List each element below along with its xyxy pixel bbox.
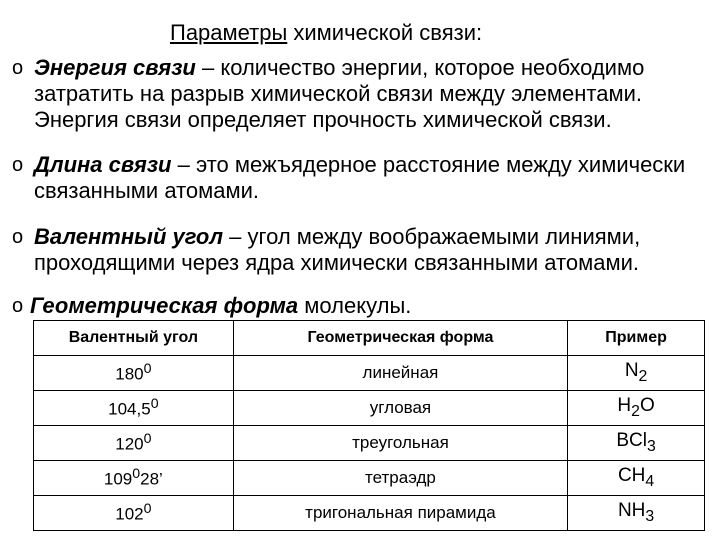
table-row [34,356,705,391]
header-example: Пример [568,321,705,356]
bullet-bond-length [12,152,712,204]
title-underlined: Параметры [170,20,288,45]
cell-form: треугольная [233,426,567,461]
definition: молекулы. [298,293,412,318]
cell-form: тетраэдр [233,461,567,496]
cell-example: $NH_3$ [568,496,705,531]
term: Энергия связи [34,55,196,80]
header-angle: Валентный угол [34,321,234,356]
definition: – количество энергии, которое необходимо затратить на разрыв химической связи между элементами. Энергия связи определяет прочность химической связи. [34,55,645,132]
definition: – угол между воображаемыми линиями, проходящими через ядра химически связанными атомами. [34,224,641,275]
cell-example: $CH_4$ [568,461,705,496]
bullet-marker: o [12,226,24,248]
table-row [34,461,705,496]
bullet-bond-energy [12,55,712,133]
cell-angle: $109^028$’ [34,461,234,496]
bullet-geometric-form [12,293,712,319]
definition: – это межъядерное расстояние между химически связанными атомами. [34,152,686,203]
cell-example: $N_2$ [568,356,705,391]
geometry-table [33,320,705,531]
bullet-valence-angle [12,224,712,276]
cell-example: BCl$_3$ [568,426,705,461]
term: Геометрическая форма [30,293,299,318]
bullet-marker: o [12,57,24,79]
page-title [170,20,482,46]
term: Длина связи [34,152,172,177]
cell-angle: $180^0$ [34,356,234,391]
cell-angle: $120^0$ [34,426,234,461]
table-row [34,496,705,531]
cell-angle: $102^0$ [34,496,234,531]
table-row [34,426,705,461]
table-row [34,391,705,426]
header-form: Геометрическая форма [233,321,567,356]
term: Валентный угол [34,224,224,249]
cell-form: тригональная пирамида [233,496,567,531]
cell-angle: 104,5$^0$ [34,391,234,426]
cell-form: угловая [233,391,567,426]
cell-form: линейная [233,356,567,391]
table-header-row [34,321,705,356]
bullet-marker: o [12,154,24,176]
bullet-marker: o [12,295,24,317]
title-rest: химической связи: [287,20,483,45]
cell-example: $H_2O$ [568,391,705,426]
